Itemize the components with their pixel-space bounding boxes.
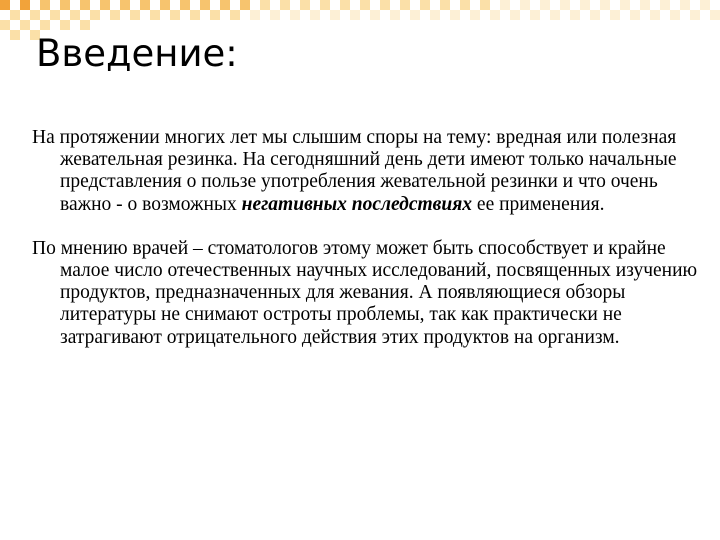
checker-square [60,20,70,30]
checker-square [480,0,490,10]
checker-square [10,30,20,40]
checker-square [610,10,620,20]
checker-square [150,10,160,20]
paragraph-1-tail: ее применения. [472,193,605,215]
checker-square [30,10,40,20]
checker-square [170,10,180,20]
checker-square [0,20,10,30]
checker-square [110,10,120,20]
checker-square [240,0,250,10]
checker-square [630,10,640,20]
checker-square [620,0,630,10]
checker-square [650,10,660,20]
checker-square [270,10,280,20]
paragraph-1-emphasis: негативных последствиях [241,193,473,215]
checker-square [570,10,580,20]
checker-square [180,0,190,10]
checker-square [390,10,400,20]
slide-body [32,127,704,371]
checker-square [370,10,380,20]
paragraph-2: По мнению врачей – стоматологов этому может быть способствует и крайне малое число отечественных научных исследований, посвященных изучению продуктов, предназначенных для жевания. А появляющиеся обзоры литературы не снимают остроты проблемы, так как практически не затрагивают отрицательного действия этих продуктов на организм. [32,237,698,348]
checker-square [460,0,470,10]
checker-square [580,0,590,10]
checker-square [710,10,720,20]
checker-square [530,10,540,20]
checker-square [310,10,320,20]
checker-square [160,0,170,10]
checker-square [680,0,690,10]
checker-square [40,20,50,30]
checker-square [210,10,220,20]
checker-square [230,10,240,20]
checker-square [590,10,600,20]
checker-square [130,10,140,20]
checker-square [80,20,90,30]
checker-square [320,0,330,10]
slide-title: Введение: [36,32,238,75]
checker-square [540,0,550,10]
checker-square [140,0,150,10]
checker-square [220,0,230,10]
checker-square [380,0,390,10]
checker-square [10,10,20,20]
checker-square [400,0,410,10]
paragraph-1 [32,127,704,216]
checker-square [520,0,530,10]
checker-square [190,10,200,20]
checker-square [660,0,670,10]
checker-square [290,10,300,20]
checker-square [350,10,360,20]
checker-square [510,10,520,20]
checker-square [300,0,310,10]
checker-square [100,0,110,10]
checker-square [430,10,440,20]
checker-square [360,0,370,10]
checker-square [500,0,510,10]
checker-square [20,0,30,10]
checker-square [490,10,500,20]
checker-square [690,10,700,20]
checker-square [20,20,30,30]
checker-square [330,10,340,20]
checker-square [70,10,80,20]
checker-square [420,0,430,10]
checker-square [200,0,210,10]
checker-square [440,0,450,10]
checker-square [40,0,50,10]
paragraph-1-text: На протяжении многих лет мы слышим споры на тему: вредная или полезная жевательная резинка. На сегодняшний день дети имеют только начальные представления о пользе употребления жевательной резинки и что очень важно - о возможных [32,127,677,215]
checker-square [340,0,350,10]
checker-square [600,0,610,10]
checker-square [50,10,60,20]
checker-square [700,0,710,10]
checker-square [450,10,460,20]
checker-square [90,10,100,20]
checker-square [250,10,260,20]
checker-square [60,0,70,10]
checker-square [80,0,90,10]
checker-square [410,10,420,20]
checker-square [670,10,680,20]
checker-square [470,10,480,20]
checker-square [120,0,130,10]
checker-square [640,0,650,10]
checker-square [260,0,270,10]
checker-square [550,10,560,20]
checker-square [280,0,290,10]
checker-square [0,0,10,10]
checker-square [560,0,570,10]
